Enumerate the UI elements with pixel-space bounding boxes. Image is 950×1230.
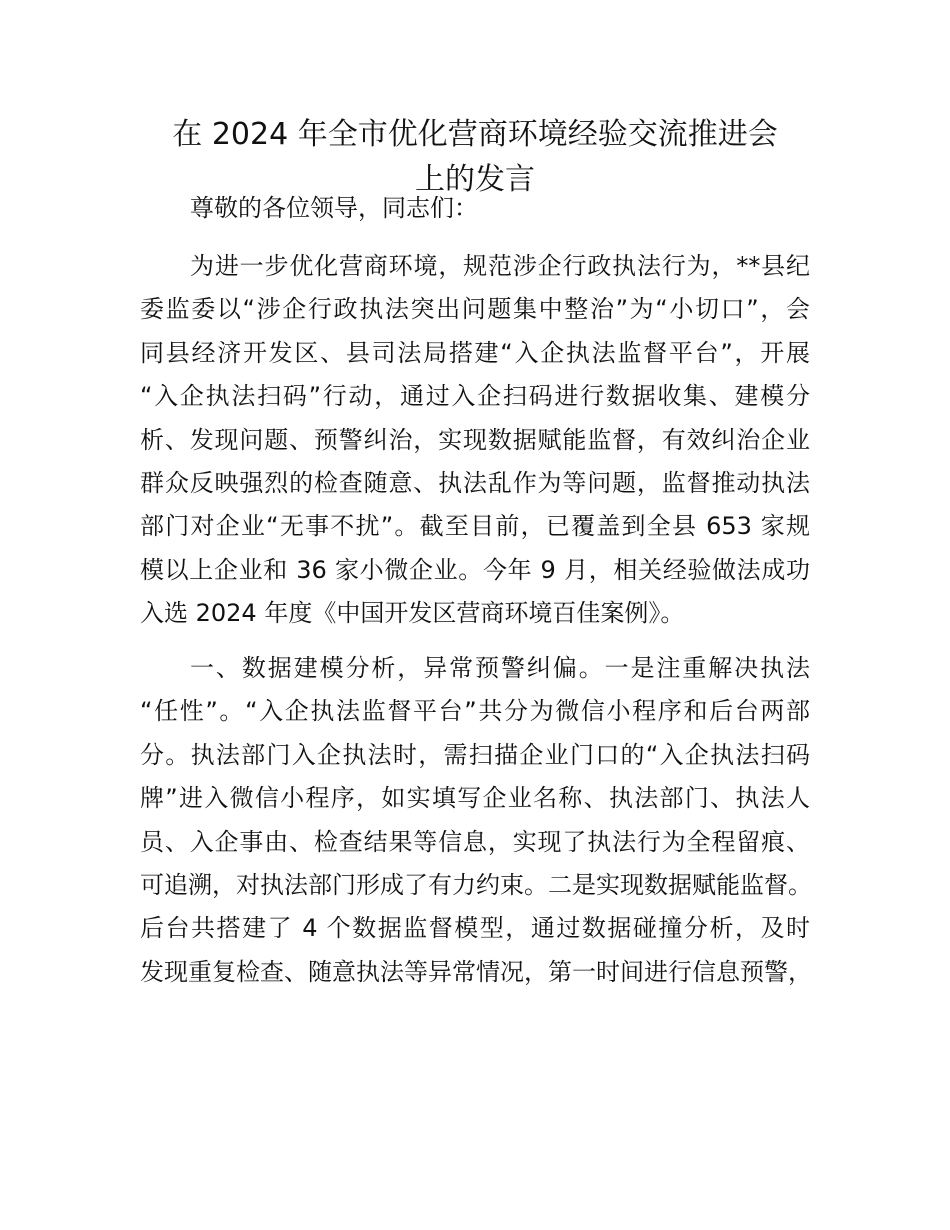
text-line: “入企执法扫码”行动，通过入企扫码进行数据收集、建模分	[140, 382, 810, 411]
text-line: 为进一步优化营商环境，规范涉企行政执法行为，**县纪	[190, 252, 810, 280]
text-line: 群众反映强烈的检查随意、执法乱作为等问题，监督推动执法	[140, 468, 810, 497]
paragraph-intro	[140, 245, 810, 636]
text-line: 部门对企业“无事不扰”。截至目前，已覆盖到全县 653 家规	[140, 512, 810, 541]
document-title-line-2: 上的发言	[415, 162, 535, 197]
text-line: 发现重复检查、随意执法等异常情况，第一时间进行信息预警，	[140, 957, 812, 986]
text-line: 一、数据建模分析，异常预警纠偏。一是注重解决执法	[190, 654, 810, 682]
document-title-line-1: 在 2024 年全市优化营商环境经验交流推进会	[172, 117, 778, 152]
text-line: 员、入企事由、检查结果等信息，实现了执法行为全程留痕、	[140, 827, 810, 856]
text-line: 析、发现问题、预警纠治，实现数据赋能监督，有效纠治企业	[140, 425, 810, 454]
text-line: 模以上企业和 36 家小微企业。今年 9 月，相关经验做法成功	[140, 555, 810, 584]
text-line: 牌”进入微信小程序，如实填写企业名称、执法部门、执法人	[140, 784, 810, 813]
text-line: 可追溯，对执法部门形成了有力约束。二是实现数据赋能监督。	[140, 870, 812, 899]
text-line: 入选 2024 年度《中国开发区营商环境百佳案例》。	[140, 599, 685, 628]
paragraph-section-1	[140, 647, 810, 994]
text-line: 委监委以“涉企行政执法突出问题集中整治”为“小切口”，会	[140, 295, 810, 324]
text-line: “任性”。“入企执法监督平台”共分为微信小程序和后台两部	[140, 697, 810, 726]
greeting: 尊敬的各位领导，同志们：	[190, 194, 478, 222]
text-line: 后台共搭建了 4 个数据监督模型，通过数据碰撞分析，及时	[140, 914, 810, 943]
text-line: 分。执法部门入企执法时，需扫描企业门口的“入企执法扫码	[140, 740, 810, 769]
text-line: 同县经济开发区、县司法局搭建“入企执法监督平台”，开展	[140, 338, 810, 367]
